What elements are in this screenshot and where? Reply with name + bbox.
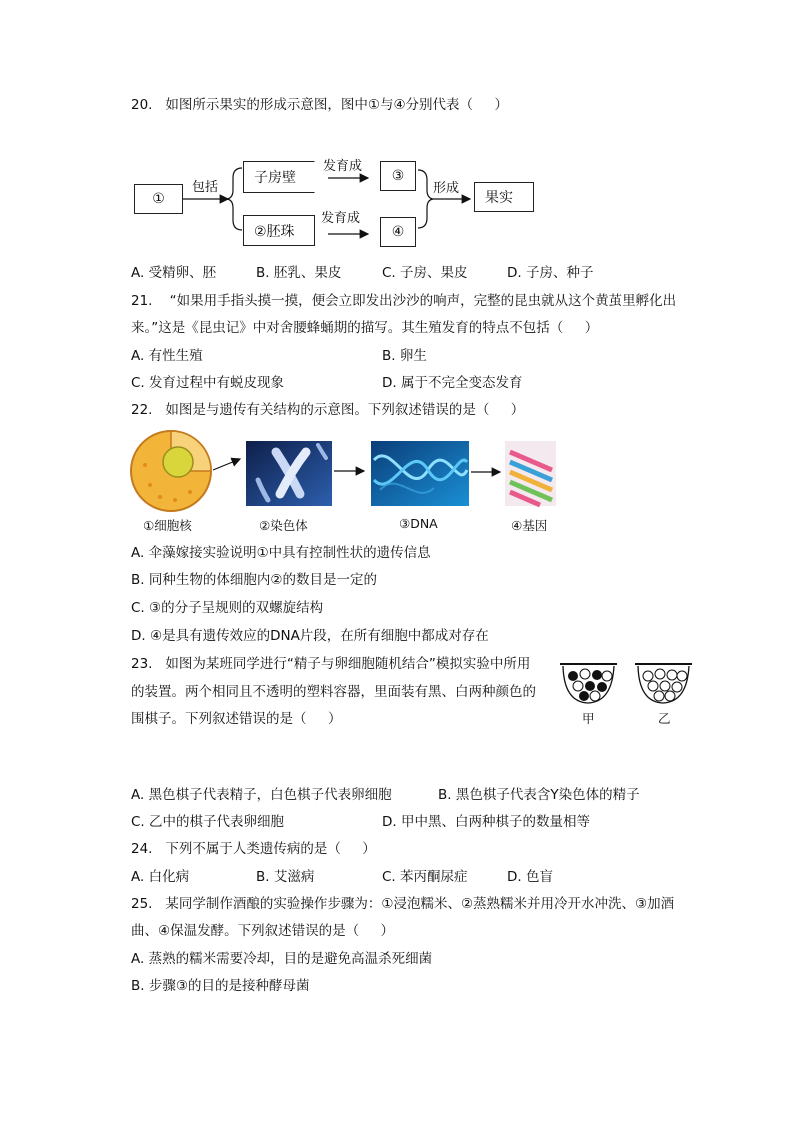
q20-stem: 20. 如图所示果实的形成示意图，图中①与④分别代表（ ）	[131, 97, 509, 113]
q20-option-a: A. 受精卵、胚	[131, 265, 217, 281]
container-jia	[560, 664, 617, 703]
develop-label-bottom: 发育成	[321, 211, 361, 226]
q22-option-d: D. ④是具有遗传效应的DNA片段，在所有细胞中都成对存在	[131, 628, 489, 644]
q25-option-a: A. 蒸熟的糯米需要冷却，目的是避免高温杀死细菌	[131, 951, 433, 967]
caption-nucleus: ①细胞核	[143, 518, 192, 533]
q24-option-b: B. 艾滋病	[256, 869, 315, 885]
q22-option-c: C. ③的分子呈规则的双螺旋结构	[131, 600, 324, 616]
q22-stem: 22. 如图是与遗传有关结构的示意图。下列叙述错误的是（ ）	[131, 402, 525, 418]
container-yi	[635, 664, 692, 703]
q20-option-b: B. 胚乳、果皮	[256, 265, 342, 281]
q21-option-a: A. 有性生殖	[131, 348, 203, 364]
q25-line1: 25. 某同学制作酒酿的实验操作步骤为：①浸泡糯米、②蒸熟糯米并用冷开水冲洗、③加酒	[131, 896, 675, 912]
box-3: ③	[380, 161, 416, 191]
caption-gene: ④基因	[511, 518, 548, 533]
q21-option-d: D. 属于不完全变态发育	[382, 375, 523, 391]
q23-line1: 23. 如图为某班同学进行“精子与卵细胞随机结合”模拟实验中所用	[131, 656, 531, 672]
q25-line2: 曲、④保温发酵。下列叙述错误的是（ ）	[131, 923, 395, 939]
q23-line3: 围棋子。下列叙述错误的是（ ）	[131, 711, 342, 727]
q24-option-d: D. 色盲	[507, 869, 553, 885]
fruit-box: 果实	[474, 182, 534, 212]
q21-option-c: C. 发育过程中有蜕皮现象	[131, 375, 285, 391]
form-label: 形成	[433, 181, 460, 196]
q21-option-b: B. 卵生	[382, 348, 427, 364]
q21-line1: 21. “如果用手指头摸一摸，便会立即发出沙沙的响声，完整的昆虫就从这个黄茧里孵化出	[131, 293, 677, 309]
q23-option-d: D. 甲中黑、白两种棋子的数量相等	[382, 814, 590, 830]
label-jia: 甲	[582, 711, 595, 726]
q21-line2: 来。”这是《昆虫记》中对舍腰蜂蛹期的描写。其生殖发育的特点不包括（ ）	[131, 320, 599, 336]
caption-dna: ③DNA	[399, 516, 438, 531]
q24-stem: 24. 下列不属于人类遗传病的是（ ）	[131, 841, 376, 857]
develop-label-top: 发育成	[323, 159, 363, 174]
q22-option-b: B. 同种生物的体细胞内②的数目是一定的	[131, 572, 377, 588]
caption-chromosome: ②染色体	[259, 518, 308, 533]
q23-line2: 的装置。两个相同且不透明的塑料容器，里面装有黑、白两种颜色的	[131, 684, 536, 700]
q23-option-c: C. 乙中的棋子代表卵细胞	[131, 814, 285, 830]
q20-option-d: D. 子房、种子	[507, 265, 594, 281]
q24-option-c: C. 苯丙酮尿症	[382, 869, 468, 885]
q24-option-a: A. 白化病	[131, 869, 190, 885]
box-4: ④	[380, 217, 416, 247]
q23-option-a: A. 黑色棋子代表精子，白色棋子代表卵细胞	[131, 787, 392, 803]
label-yi: 乙	[658, 711, 671, 726]
ovary-wall-box: 子房壁	[243, 161, 315, 193]
include-label: 包括	[192, 180, 219, 195]
q20-option-c: C. 子房、果皮	[382, 265, 468, 281]
ovule-box: ②胚珠	[243, 215, 315, 246]
q22-option-a: A. 伞藻嫁接实验说明①中具有控制性状的遗传信息	[131, 545, 431, 561]
q25-option-b: B. 步骤③的目的是接种酵母菌	[131, 978, 310, 994]
box-1: ①	[134, 184, 183, 214]
q23-option-b: B. 黑色棋子代表含Y染色体的精子	[438, 787, 640, 803]
